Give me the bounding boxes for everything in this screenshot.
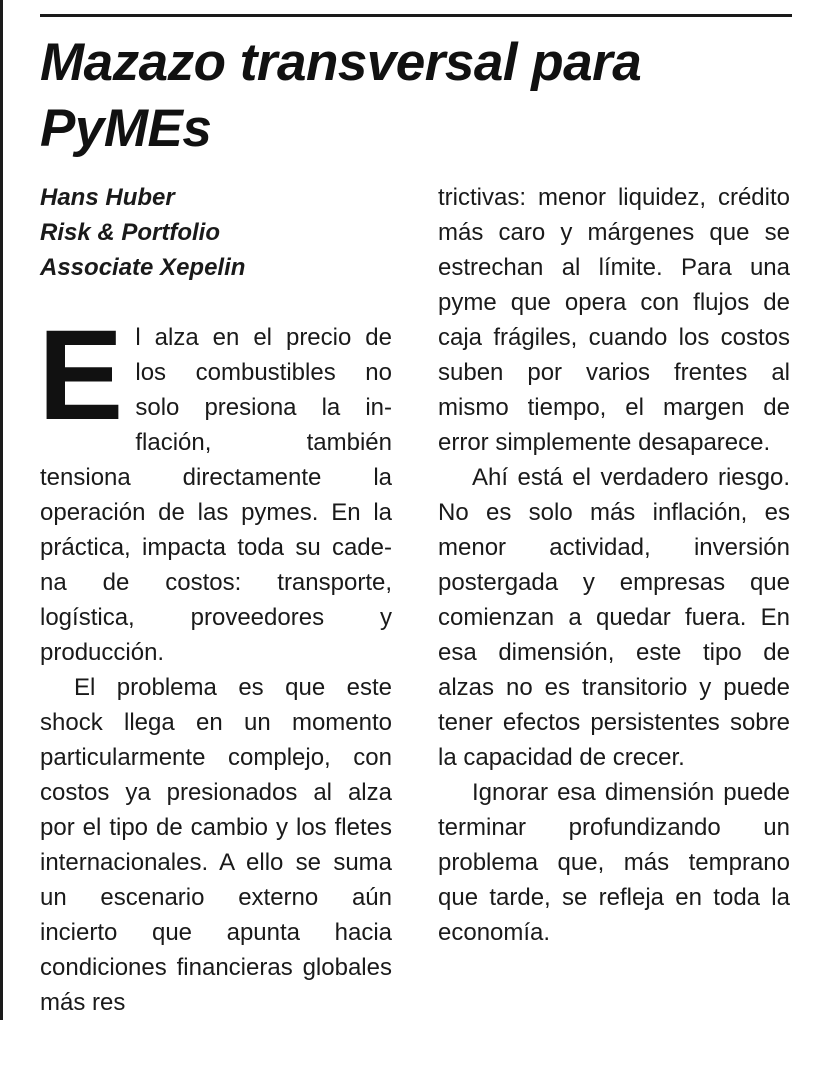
author-role: Risk & Portfolio: [40, 219, 221, 246]
drop-cap: E: [38, 304, 124, 447]
article-paragraph-3: Ahí está el verdadero riesgo. No es solo más inflación, es menor actividad, inversión postergada y empresas que comienzan a quedar fuera. En esa dimensión, este tipo de alzas no es transitorio y puede tener efectos persistentes sobre la capacidad de crecer.: [438, 464, 790, 771]
article-column-right: [438, 180, 790, 950]
article-paragraph-2-start: El problema es que este shock llega en un momento particularmente complejo, con costos ya presionados al alza por el tipo de cambio y los fletes internacionales. A ello se suma un escenario externo aún incierto que apunta hacia condiciones financieras globales más res: [40, 674, 392, 1016]
article-headline: Mazazo transversal para PyMEs: [40, 33, 642, 158]
headline-top-rule: [40, 14, 792, 17]
column-rule-left: [0, 0, 3, 1020]
article-column-left: [40, 180, 392, 1020]
author-company: Associate Xepelin: [40, 254, 246, 281]
author-byline: [40, 180, 392, 285]
article-paragraph-2-end: trictivas: menor liquidez, crédito más caro y márgenes que se estrechan al límite. Para una pyme que opera con flujos de caja frágiles, cuando los costos suben por varios frentes al mismo tiempo, el margen de error simplemente desaparece.: [438, 184, 790, 456]
author-name: Hans Huber: [40, 184, 175, 211]
article-paragraph-1: [38, 304, 392, 670]
article-paragraph-4: Ignorar esa dimensión puede terminar profundizando un problema que, más temprano que tarde, se refleja en toda la economía.: [438, 779, 790, 946]
paragraph-1-text: l alza en el precio de los combustibles no solo presiona la inflación, también tensiona directamente la operación de las pymes. En la práctica, impacta toda su cadena de costos: transporte, logística, proveedores y producción.: [40, 324, 392, 666]
